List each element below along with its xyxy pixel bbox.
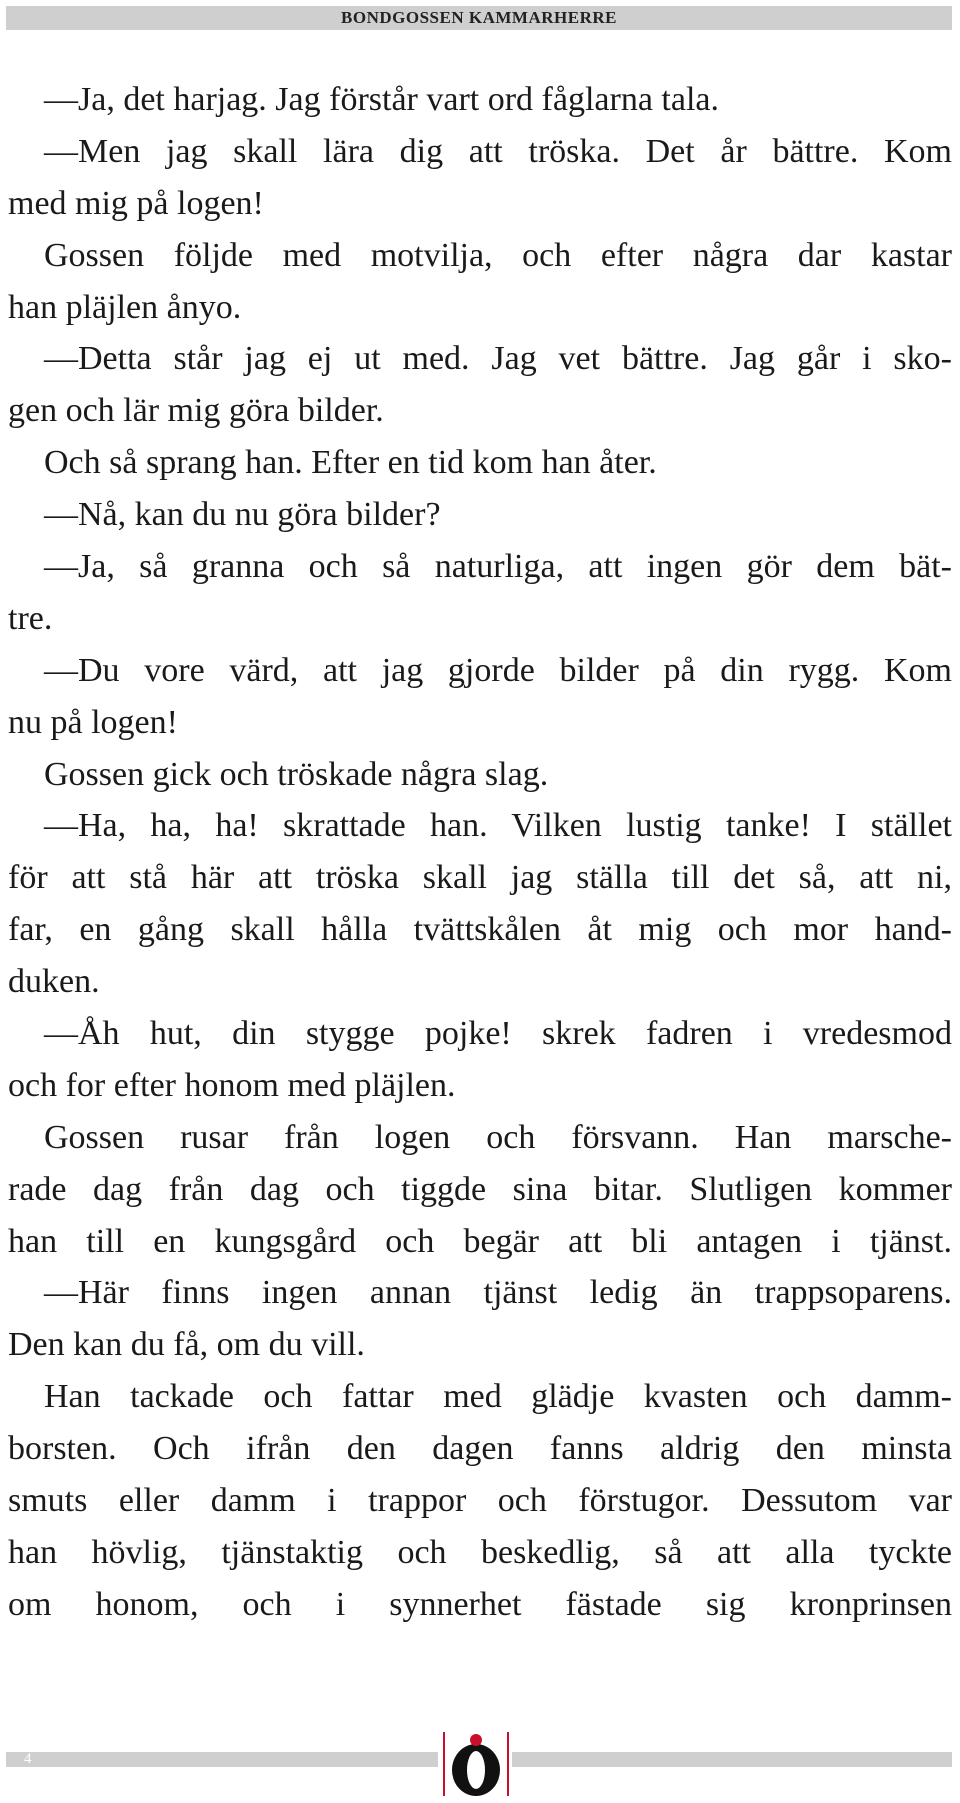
footer-bar-left: [6, 1752, 438, 1767]
text-line: och for efter honom med pläjlen.: [8, 1066, 456, 1104]
page-number: 4: [24, 1751, 32, 1767]
text-line: —Nå, kan du nu göra bilder?: [44, 496, 441, 534]
text-line: —Men jag skall lära dig att tröska. Det år bättre. Kom: [44, 132, 952, 170]
text-line: Gossen följde med motvilja, och efter några dar kastar: [44, 236, 952, 274]
text-line: med mig på logen!: [8, 184, 264, 222]
text-line: tre.: [8, 599, 53, 637]
text-line: Gossen gick och tröskade några slag.: [44, 755, 549, 793]
text-line: han pläjlen ånyo.: [8, 288, 242, 326]
text-line: Gossen rusar från logen och försvann. Han marsche-: [44, 1118, 952, 1156]
text-line: Den kan du få, om du vill.: [8, 1326, 365, 1364]
running-header: [6, 6, 952, 30]
text-line: om honom, och i synnerhet fästade sig kronprinsen: [8, 1585, 952, 1623]
text-line: —Du vore värd, att jag gjorde bilder på din rygg. Kom: [44, 651, 952, 689]
text-line: han hövlig, tjänstaktig och beskedlig, så att alla tyckte: [8, 1533, 952, 1571]
footer-bar-right: [512, 1752, 952, 1767]
text-line: —Ja, så granna och så naturliga, att ingen gör dem bät-: [44, 548, 952, 586]
text-line: Och så sprang han. Efter en tid kom han åter.: [44, 444, 657, 482]
text-line: —Här finns ingen annan tjänst ledig än trappsoparens.: [44, 1274, 952, 1312]
text-line: gen och lär mig göra bilder.: [8, 392, 384, 430]
text-line: far, en gång skall hålla tvättskålen åt mig och mor hand-: [8, 911, 952, 949]
text-line: Han tackade och fattar med glädje kvasten och damm-: [44, 1378, 952, 1416]
text-line: duken.: [8, 963, 100, 1001]
text-line: —Åh hut, din stygge pojke! skrek fadren i vredesmod: [44, 1015, 952, 1053]
publisher-o-logo-icon: [440, 1730, 512, 1798]
text-line: nu på logen!: [8, 703, 178, 741]
text-line: för att stå här att tröska skall jag ställa till det så, att ni,: [8, 859, 952, 897]
text-line: rade dag från dag och tiggde sina bitar. Slutligen kommer: [8, 1170, 952, 1208]
text-line: —Ja, det harjag. Jag förstår vart ord fåglarna tala.: [44, 81, 719, 118]
running-header-title: BONDGOSSEN KAMMARHERRE: [341, 8, 617, 27]
text-line: han till en kungsgård och begär att bli antagen i tjänst.: [8, 1222, 952, 1260]
text-line: smuts eller damm i trappor och förstugor. Dessutom var: [8, 1482, 952, 1520]
text-line: borsten. Och ifrån den dagen fanns aldrig den minsta: [8, 1430, 952, 1468]
text-line: —Ha, ha, ha! skrattade han. Vilken lustig tanke! I stället: [44, 807, 952, 845]
page-body-text: [8, 74, 952, 1631]
text-line: —Detta står jag ej ut med. Jag vet bättre. Jag går i sko-: [44, 340, 952, 378]
